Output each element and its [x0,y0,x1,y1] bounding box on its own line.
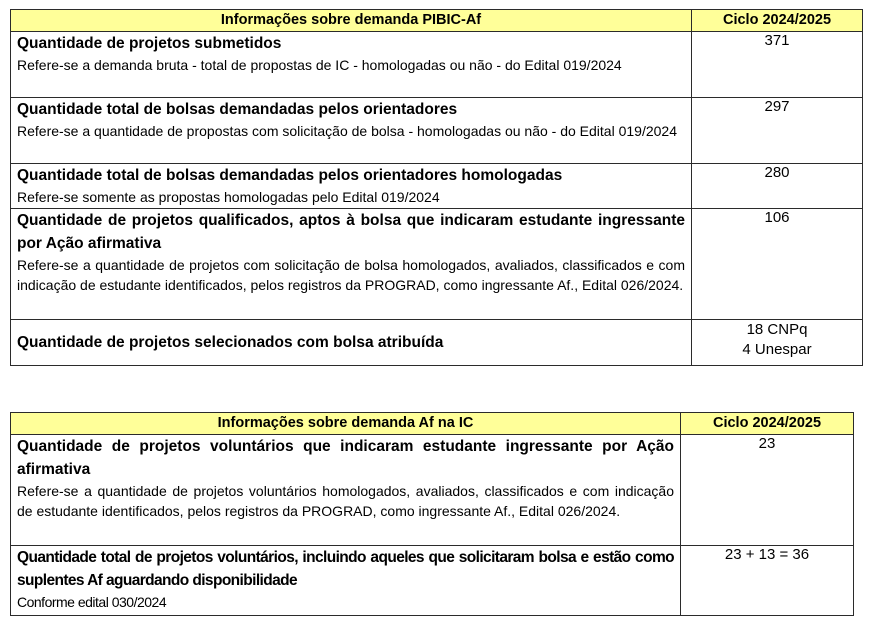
table-row [11,98,863,164]
row-description: Conforme edital 030/2024 [17,594,167,610]
table-header-cycle: Ciclo 2024/2025 [692,10,863,32]
row-title: Quantidade total de bolsas demandadas pelos orientadores homologadas [17,167,563,184]
value-cnpq: 18 CNPq [746,321,808,338]
row-description-cell [11,98,692,164]
row-description: Refere-se a demanda bruta - total de propostas de IC - homologadas ou não - do Edital 019/2024 [17,57,622,73]
pibic-af-demand-table [10,9,863,366]
table-row [11,546,854,616]
af-ic-demand-table [10,412,854,616]
table-row [11,164,863,209]
row-description-cell [11,164,692,209]
table-header-cycle: Ciclo 2024/2025 [681,413,854,435]
row-description-cell [11,435,681,546]
row-description: Refere-se a quantidade de projetos com solicitação de bolsa homologados, avaliados, classificados e com indicação de estudante identificados, pelos registros da PROGRAD, como ingressante Af., Edital 026/2024. [17,257,685,293]
table-header-row [11,413,854,435]
row-value: 106 [692,209,863,320]
row-title: Quantidade de projetos voluntários que indicaram estudante ingressante por Ação afirmativa [17,438,674,478]
row-title: Quantidade total de projetos voluntários, incluindo aqueles que solicitaram bolsa e estão como suplentes Af aguardando disponibilidade [17,549,674,589]
table-header-title: Informações sobre demanda Af na IC [11,413,681,435]
row-title: Quantidade de projetos selecionados com bolsa atribuída [17,334,444,351]
table-row [11,32,863,98]
table-header-row [11,10,863,32]
row-value: 297 [692,98,863,164]
value-unespar: 4 Unespar [742,341,812,358]
row-title: Quantidade total de bolsas demandadas pelos orientadores [17,101,458,118]
row-value: 23 + 13 = 36 [681,546,854,616]
row-value: 371 [692,32,863,98]
table-header-title: Informações sobre demanda PIBIC-Af [11,10,692,32]
row-value: 280 [692,164,863,209]
row-title: Quantidade de projetos submetidos [17,35,282,52]
row-description: Refere-se a quantidade de projetos voluntários homologados, avaliados, classificados e com indicação de estudante identificados, pelos registros da PROGRAD, como ingressante Af., Edital 026/2024. [17,483,674,519]
table-row [11,209,863,320]
row-value: 23 [681,435,854,546]
row-value [692,320,863,366]
row-description: Refere-se somente as propostas homologadas pelo Edital 019/2024 [17,189,440,205]
table-row [11,320,863,366]
row-description-cell [11,320,692,366]
row-title: Quantidade de projetos qualificados, aptos à bolsa que indicaram estudante ingressante por Ação afirmativa [17,212,685,252]
row-description-cell [11,546,681,616]
row-description: Refere-se a quantidade de propostas com solicitação de bolsa - homologadas ou não - do Edital 019/2024 [17,123,677,139]
row-description-cell [11,209,692,320]
row-description-cell [11,32,692,98]
table-row [11,435,854,546]
